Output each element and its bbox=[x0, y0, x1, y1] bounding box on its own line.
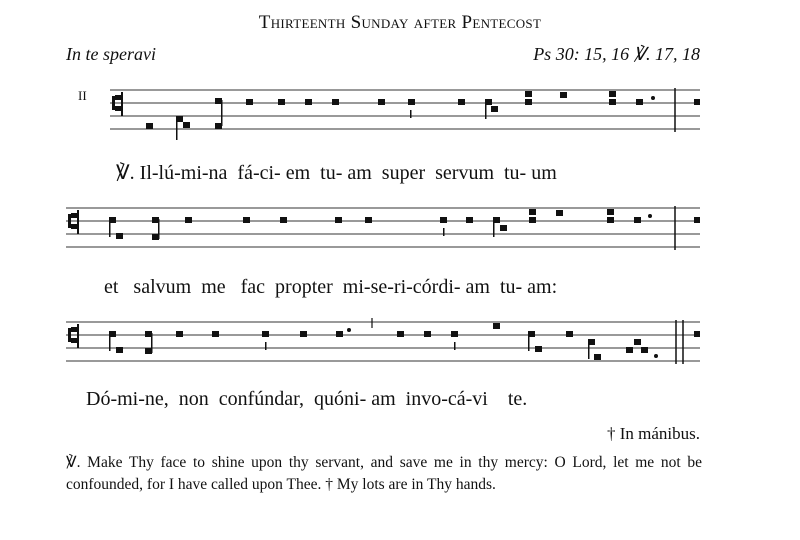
c-clef-icon bbox=[68, 324, 79, 348]
psalm-reference: Ps 30: 15, 16 ℣. 17, 18 bbox=[533, 44, 700, 64]
c-clef-icon bbox=[68, 210, 79, 234]
staff-line-3 bbox=[0, 318, 800, 374]
lyric-line-3: Dó-mi-ne, non confúndar, quóni- am invo-cá-vi te. bbox=[86, 388, 528, 410]
neumes bbox=[109, 323, 700, 360]
mode-number: II bbox=[78, 88, 87, 103]
repeat-cue: † In mánibus. bbox=[606, 424, 700, 443]
final-double-bar bbox=[676, 320, 683, 364]
lyric-line-2: et salvum me fac propter mi-se-ri-córdi- am tu- am: bbox=[104, 276, 558, 298]
staff-line-2 bbox=[0, 204, 800, 260]
page-title: Thirteenth Sunday after Pentecost bbox=[258, 12, 542, 33]
english-translation: ℣. Make Thy face to shine upon thy servant, and save me in thy mercy: O Lord, let me not be confounded, for I have called upon Thee. † My lots are in Thy hands. bbox=[66, 454, 702, 493]
neumes bbox=[109, 209, 700, 240]
chant-incipit: In te speravi bbox=[66, 44, 156, 64]
lyric-line-1: ℣. Il-lú-mi-na fá-ci- em tu- am super servum tu- um bbox=[116, 162, 557, 184]
staff-line-1 bbox=[0, 86, 800, 142]
c-clef-icon bbox=[112, 92, 123, 116]
